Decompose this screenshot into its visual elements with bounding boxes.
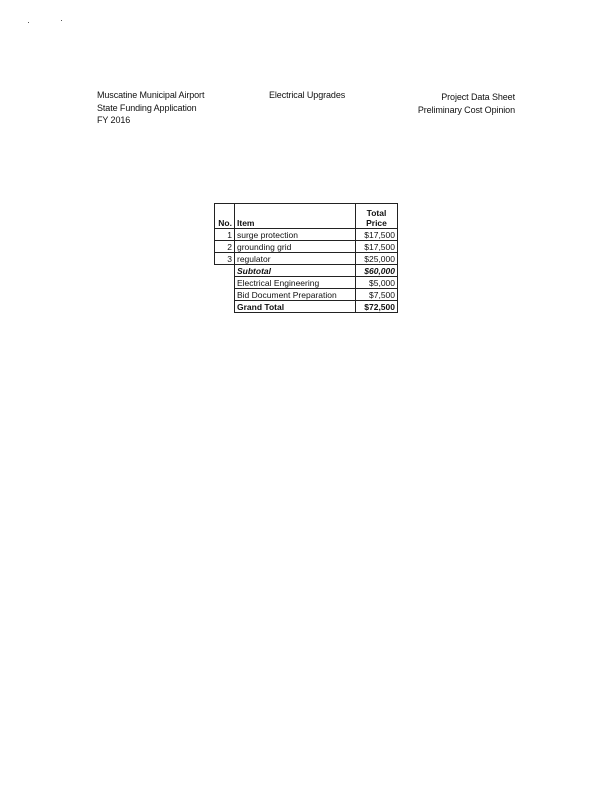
sheet-subtitle: Preliminary Cost Opinion: [417, 104, 515, 115]
header-center: [269, 89, 345, 102]
airport-name: Muscatine Municipal Airport: [97, 90, 205, 100]
item-name: surge protection: [235, 229, 356, 241]
item-price: $17,500: [356, 241, 398, 253]
item-number: 2: [215, 241, 235, 253]
table-row: [215, 241, 398, 253]
column-header-item: Item: [235, 204, 356, 229]
item-name: regulator: [235, 253, 356, 265]
summary-label: Bid Document Preparation: [235, 289, 356, 301]
subtotal-row: [215, 265, 398, 277]
subtotal-price: $60,000: [356, 265, 398, 277]
fiscal-year: FY 2016: [97, 115, 131, 125]
item-price: $25,000: [356, 253, 398, 265]
item-number: 3: [215, 253, 235, 265]
header-right: [418, 91, 515, 116]
price-header-line2: Price: [366, 218, 387, 228]
subtotal-label: Subtotal: [235, 265, 356, 277]
scan-speck: [28, 22, 29, 23]
summary-row: [215, 277, 398, 289]
item-number: 1: [215, 229, 235, 241]
table-row: [215, 229, 398, 241]
cost-table: [214, 203, 398, 313]
application-name: State Funding Application: [97, 102, 197, 113]
header-left: [97, 89, 204, 127]
grand-total-price: $72,500: [356, 301, 398, 313]
project-title: Electrical Upgrades: [269, 90, 346, 100]
price-header-line1: Total: [366, 208, 387, 218]
summary-label: Electrical Engineering: [235, 277, 356, 289]
table-row: [215, 253, 398, 265]
column-header-no: No.: [215, 204, 235, 229]
summary-row: [215, 289, 398, 301]
summary-price: $5,000: [356, 277, 398, 289]
table-header-row: [215, 204, 398, 229]
item-price: $17,500: [356, 229, 398, 241]
item-name: grounding grid: [235, 241, 356, 253]
scan-speck: [61, 20, 62, 21]
summary-price: $7,500: [356, 289, 398, 301]
column-header-price: [356, 204, 398, 229]
grand-total-label: Grand Total: [235, 301, 356, 313]
grand-total-row: [215, 301, 398, 313]
sheet-type: Project Data Sheet: [441, 92, 515, 102]
